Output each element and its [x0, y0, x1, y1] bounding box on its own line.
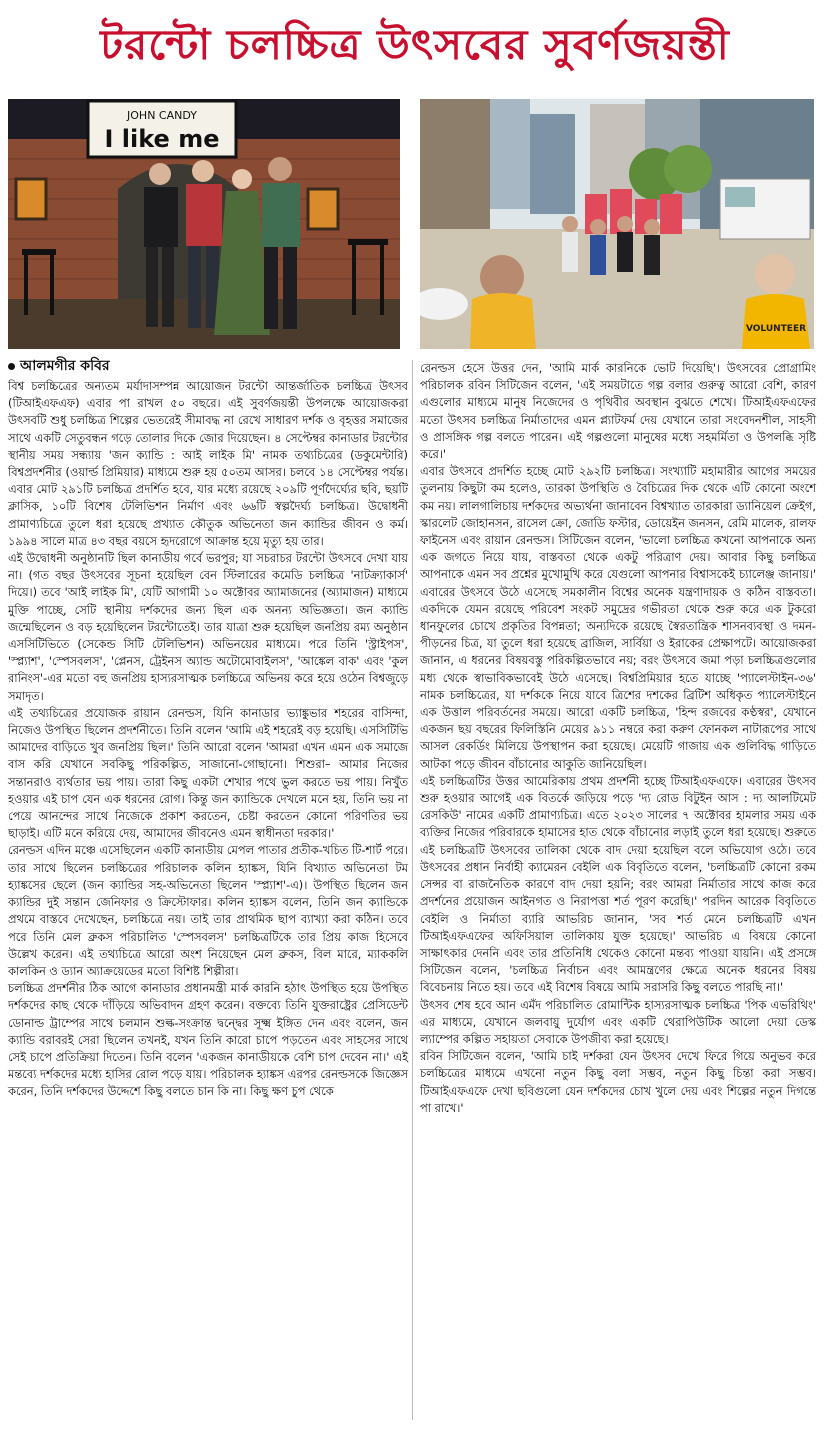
headline: টরন্টো চলচ্চিত্র উৎসবের সুবর্ণজয়ন্তী — [100, 20, 730, 69]
paragraph: রেনল্ডস হেসে উত্তর দেন, 'আমি মার্ক কারনিকে ভোট দিয়েছি'। উৎসবের প্রোগ্রামিং পরিচালক রবিন সিটিজেন বলেন, 'এই সময়টাতে গল্প বলার গুরুত্ব আরো বেশি, কারণ এগুলোর মাধ্যমে মানুষ নিজেদের ও পৃথিবীর অবস্থান বুঝতে শেখে। টিআইএফএফের মতো উৎসব চলচ্চিত্র নির্মাতাদের এমন প্ল্যাটফর্ম দেয় যেখানে তারা সংবেদনশীল, সাহসী ও প্রাসঙ্গিক গল্প বলতে পারেন। এই গল্পগুলো মানুষের মধ্যে সহমর্মিতা ও উপলব্ধি সৃষ্টি করে।' — [420, 361, 816, 462]
sign-top-text: JOHN CANDY — [127, 109, 197, 122]
bullet-icon — [8, 363, 15, 370]
sign-main-text: I like me — [104, 125, 220, 153]
left-column — [8, 378, 408, 1101]
column-divider — [412, 360, 413, 1420]
street-photo-illustration — [420, 99, 814, 349]
author-name: আলমগীর কবির — [20, 358, 110, 374]
right-column — [420, 360, 816, 1117]
street-photo — [420, 99, 814, 349]
paragraph: এবার উৎসবে প্রদর্শিত হচ্ছে মোট ২৯২টি চলচ্চিত্র। সংখ্যাটি মহামারীর আগের সময়ের তুলনায় কিছুটা কম হলেও, তারকা উপস্থিতি ও বৈচিত্রের দিক থেকে এটি কোনো অংশে কম নয়। লালগালিচায় দর্শকদের অভ্যর্থনা জানাবেন বিশ্বখ্যাত তারকারা ড্যানিয়েল ক্রেইগ, স্কারলেট জোহানসন, রাসেল ক্রো, জোডি ফস্টার, ডোয়েইন জনসন, রেমি মালেক, রালফ ফাইনেস এবং রায়ান রেনল্ডস। সিটিজেন বলেন, 'ভালো চলচ্চিত্র কখনো আপনাকে অন্য এক জগতে নিয়ে যায়, বাস্তবতা থেকে একটু পরিত্রাণ দেয়। আবার কিছু চলচ্চিত্র আপনাকে এমন সব প্রশ্নের মুখোমুখি করে যেগুলো আপনার বিশ্বাসকেই চ্যালেঞ্জ জানায়।' এবারের উৎসবে উঠে এসেছে সমকালীন বিশ্বের অনেক যন্ত্রণাদায়ক ও কঠিন বাস্তবতা। একদিকে যেমন রয়েছে পরিবেশ সংকট সমুদ্রের গভীরতা থেকে শুরু করে এক টুকরো ধানফুলের চোখে প্রকৃতির বিপন্নতা; অন্যদিকে রয়েছে স্বৈরতান্ত্রিক শাসনব্যবস্থা ও দমন-পীড়নের চিত্র, যা তুলে ধরা হয়েছে ব্রাজিল, সার্বিয়া ও ইরাকের প্রেক্ষাপটে। আয়োজকরা জানান, এ ধরনের বিষয়বস্তু পরিকল্পিতভাবে নয়; বরং উৎসবে জমা পড়া চলচ্চিত্রগুলোর মধ্য থেকে স্বাভাবিকভাবেই উঠে এসেছে। বিশ্বপ্রিমিয়ার হতে যাচ্ছে 'প্যালেস্টাইন-৩৬' নামক চলচ্চিত্রের, যা দর্শককে নিয়ে যাবে ত্রিশের দশকের ব্রিটিশ অধিকৃত প্যালেস্টাইনে এক উত্তাল পরিবর্তনের সময়ে। আরো একটি চলচ্চিত্র, 'হিন্দ রজবের কণ্ঠস্বর', যেখানে একজন ছয় বছরের ফিলিস্তিনি মেয়ের ৯১১ নম্বরে করা করুণ ফোনকল নাটারূপের সাথে আসল রেকর্ডিং মিলিয়ে উপস্থাপন করা হয়েছে। মেয়েটি গাজায় এক গুলিবিদ্ধ গাড়িতে আটকা পড়ে জীবন বাঁচানোর আকুতি জানিয়েছিল। — [420, 464, 816, 771]
byline — [8, 356, 110, 376]
paragraph: এই উদ্বোধনী অনুষ্ঠানটি ছিল কানাডীয় গর্বে ভরপুর; যা সচরাচর টরন্টো উৎসবে দেখা যায় না। (গত বছর উৎসবের সূচনা হয়েছিল বেন স্টিলারের কমেডি চলচ্চিত্র 'নাটক্র্যাকার্স' দিয়ে।) তবে 'আই লাইক মি', যেটি আগামী ১০ অক্টোবর অ্যামাজনের (অ্যামাজন) মাধ্যমে মুক্তি পাচ্ছে, সেটি স্থানীয় দর্শকদের জন্য ছিল এক অনন্য অভিজ্ঞতা। জন ক্যান্ডি জন্মেছিলেন ও বড় হয়েছিলেন টরন্টোতেই। তার যাত্রা শুরু হয়েছিল জনপ্রিয় রম্য অনুষ্ঠান এসসিটিভিতে (সেকেন্ড সিটি টেলিভিশন) অভিনয়ের মাধ্যমে। পরে তিনি 'স্ট্রাইপস', 'স্প্ল্যাশ', 'স্পেসবলস', 'প্লেনস, ট্রেইনস অ্যান্ড অটোমোবাইলস', 'আঙ্কেল বাক' এবং 'কুল রানিংস'-এর মতো বহু জনপ্রিয় হাস্যরসাত্মক চলচ্চিত্রে অভিনয় করে হয়ে ওঠেন বিশ্বজুড়ে সমাদৃত। — [8, 551, 408, 703]
paragraph: এই তথ্যচিত্রের প্রযোজক রায়ান রেনল্ডস, যিনি কানাডার ভ্যাঙ্কুভার শহরের বাসিন্দা, নিজেও উপস্থিত ছিলেন প্রদর্শনীতে। তিনি বলেন 'আমি এই শহরেই বড় হয়েছি। এসসিটিভি আমাদের বাড়িতে খুব জনপ্রিয় ছিল।' তিনি আরো বলেন 'আমরা এখন এমন এক সমাজে বাস করি যেখানে সবকিছু পরিকল্পিত, সাজানো-গোছানো। শিশুরা– আমার নিজের সন্তানরাও ব্যর্থতার ভয় পায়। তারা কিছু একটা শেখার পথে ভুল করতে ভয় পায়। নিখুঁত হওয়ার এই চাপ যেন এক ধরনের রোগ। কিন্তু জন ক্যান্ডিকে দেখলে মনে হয়, তিনি ভয় না পেয়ে আনন্দের সাথে নিজেকে প্রকাশ করতেন, চেষ্টা করতেন কোনো পরিণতির ভয় ছাড়াই। এটি মনে করিয়ে দেয়, আমাদের জীবনেও এমন স্বাধীনতা দরকার।' — [8, 705, 408, 841]
paragraph: বিশ্ব চলচ্চিত্রের অন্যতম মর্যাদাসম্পন্ন আয়োজন টরন্টো আন্তর্জাতিক চলচ্চিত্র উৎসব (টিআইএফএফ) এবার পা রাখল ৫০ বছরে। এই সুবর্ণজয়ন্তী উপলক্ষে আয়োজকরা উৎসবটি শুধু চলচ্চিত্র শিল্পের ভেতরেই সীমাবদ্ধ না রেখে সাধারণ দর্শক ও বৃহত্তর সমাজের সাথে একটি সেতুবন্ধন গড়ে তোলার দিকে জোর দিয়েছেন। ৪ সেপ্টেম্বর কানাডার টরন্টোর স্থানীয় সময় সন্ধ্যায় 'জন ক্যান্ডি : আই লাইক মি' নামক তথ্যচিত্রের (ডকুমেন্টারি) বিশ্বপ্রদর্শনীর (ওয়ার্ল্ড প্রিমিয়ার) মাধ্যমে শুরু হয় ৫০তম আসর। চলবে ১৪ সেপ্টেম্বর পর্যন্ত। এবার মোট ২৯১টি চলচ্চিত্র প্রদর্শিত হবে, যার মধ্যে রয়েছে ২০৯টি পূর্ণদৈর্ঘ্যের ছবি, ছয়টি ক্লাসিক, ১০টি বিশেষ টেলিভিশন নির্মাণ এবং ৬৬টি স্বল্পদৈর্ঘ্য চলচ্চিত্র। উদ্বোধনী প্রামাণ্যচিত্রে তুলে ধরা হয়েছে প্রখ্যাত কৌতুক অভিনেতা জন ক্যান্ডির জীবন ও কর্ম। ১৯৯৪ সালে মাত্র ৪৩ বছর বয়সে হৃদরোগে আক্রান্ত হয়ে মৃত্যু হয় তার। — [8, 379, 408, 548]
paragraph: এই চলচ্চিত্রটির উত্তর আমেরিকায় প্রথম প্রদর্শনী হচ্ছে টিআইএফএফে। এবারের উৎসব শুরু হওয়ার আগেই এক বিতর্কে জড়িয়ে পড়ে 'দ্য রোড বিটুইন আস : দ্য আলটিমেট রেসকিউ' নামের একটি প্রামাণ্যচিত্র। এতে ২০২৩ সালের ৭ অক্টোবর হামলার সময় এক ব্যক্তির নিজের পরিবারকে হামাসের হাত থেকে বাঁচানোর লড়াই তুলে ধরা হয়েছে। শুরুতে এই চলচ্চিত্রটি উৎসবের তালিকা থেকে বাদ দেয়া হয়েছিল বলে অভিযোগ ওঠে। তবে উৎসবের প্রধান নির্বাহী ক্যামেরন বেইলি এক বিবৃতিতে বলেন, 'চলচ্চিত্রটি কোনো রকম সেন্সর বা রাজনৈতিক কারণে বাদ দেয়া হয়নি; বরং আমরা নির্মাতার সাথে কাজ করে প্রদর্শনের প্রয়োজন আইনগত ও নিরাপত্তা শর্ত পূরণ করেছি।' পরদিন আরেক বিবৃতিতে বেইলি ও নির্মাতা ব্যারি আভরিচ জানান, 'সব শর্ত মেনে চলচ্চিত্রটি এখন টিআইএফএফের অফিসিয়াল তালিকায় যুক্ত হয়েছে।' আভরিচ এ বিষয়ে কোনো সাক্ষাৎকার দেননি এবং তার প্রতিনিধি থেকেও কোনো মন্তব্য পাওয়া যায়নি। এই প্রসঙ্গে সিটিজেন বলেন, 'চলচ্চিত্র নির্বাচন এবং আমন্ত্রণের ক্ষেত্রে অনেক ধরনের বিষয় বিবেচনায় নিতে হয়। তবে এই বিশেষ বিষয়ে আমি সরাসরি কিছু বলতে পারছি না।' — [420, 773, 816, 995]
paragraph: রবিন সিটিজেন বলেন, 'আমি চাই দর্শকরা যেন উৎসব দেখে ফিরে গিয়ে অনুভব করে চলচ্চিত্রের মাধ্যমে এখনো নতুন কিছু বলা সম্ভব, নতুন কিছু চিন্তা করা সম্ভব। টিআইএফএফে দেখা ছবিগুলো যেন দর্শকদের চোখ খুলে দেয় এবং শিল্পের নতুন দিগন্তে পা রাখে।' — [420, 1049, 816, 1115]
paragraph: উৎসব শেষ হবে আন এমঁদ পরিচালিত রোমান্টিক হাস্যরসাত্মক চলচ্চিত্র 'পিক এভরিথিং' এর মাধ্যমে, যেখানে জলবায়ু দুর্যোগ এবং একটি থেরাপিউটিক আলো দেয়া ডেস্ক ল্যাম্পের কল্পিত সহায়তা সেবাকে উপজীব্য করা হয়েছে। — [420, 997, 816, 1046]
stage-photo — [8, 99, 400, 349]
paragraph: রেনল্ডস এদিন মঞ্চে এসেছিলেন একটি কানাডীয় মেপল পাতার প্রতীক-খচিত টি-শার্ট পরে। তার সাথে ছিলেন চলচ্চিত্রের পরিচালক কলিন হ্যাঙ্কস, যিনি বিখ্যাত অভিনেতা টম হ্যাঙ্কসের ছেলে (জন ক্যান্ডির সহ-অভিনেতা ছিলেন 'স্প্ল্যাশ'-এ)। উপস্থিত ছিলেন জন ক্যান্ডির দুই সন্তান জেনিফার ও ক্রিস্টোফার। কলিন হ্যাঙ্কস বলেন, তিনি জন ক্যান্ডিকে প্রথমে বাস্তবে দেখেছেন, চলচ্চিত্রে নয়। তাই তার প্রাথমিক ছাপ ব্যাখ্যা করা কঠিন। তবে পরে তিনি মেল ব্রুকস পরিচালিত 'স্পেসবলস' চলচ্চিত্রটিকে তার প্রিয় কাজ হিসেবে উল্লেখ করেন। এই তথ্যচিত্রে আরো অংশ নিয়েছেন মেল ব্রুকস, বিল মারে, ম্যাককলি কালকিন ও ড্যান অ্যাক্রয়েডের মতো বিশিষ্ট শিল্পীরা। — [8, 843, 408, 978]
paragraph: চলচ্চিত্র প্রদর্শনীর ঠিক আগে কানাডার প্রধানমন্ত্রী মার্ক কারনি হঠাৎ উপস্থিত হয়ে উপস্থিত দর্শকদের কাছ থেকে দাঁড়িয়ে অভিবাদন গ্রহণ করেন। বক্তব্যে তিনি যুক্তরাষ্ট্রের প্রেসিডেন্ট ডোনাল্ড ট্রাম্পের সাথে চলমান শুল্ক-সংক্রান্ত দ্বন্দ্বের সূক্ষ্ম ইঙ্গিত দেন এবং বলেন, জন ক্যান্ডি বরাবরই সেরা ছিলেন তখনই, যখন তিনি কারো চাপে পড়তেন এবং সাহসের সাথে সেই চাপে প্রতিক্রিয়া দিতেন। তিনি বলেন 'একজন কানাডীয়কে বেশি চাপ দেবেন না।' এই মন্তব্যে দর্শকদের মধ্যে হাসির রোল পড়ে যায়। পরিচালক হ্যাঙ্কস এরপর রেনল্ডসকে জিজ্ঞেস করেন, তিনি দর্শকদের উদ্দেশে কিছু বলতে চান কি না। কিছু ক্ষণ চুপ থেকে — [8, 981, 408, 1099]
volunteer-label: VOLUNTEER — [745, 324, 807, 334]
stage-photo-illustration — [8, 99, 400, 349]
